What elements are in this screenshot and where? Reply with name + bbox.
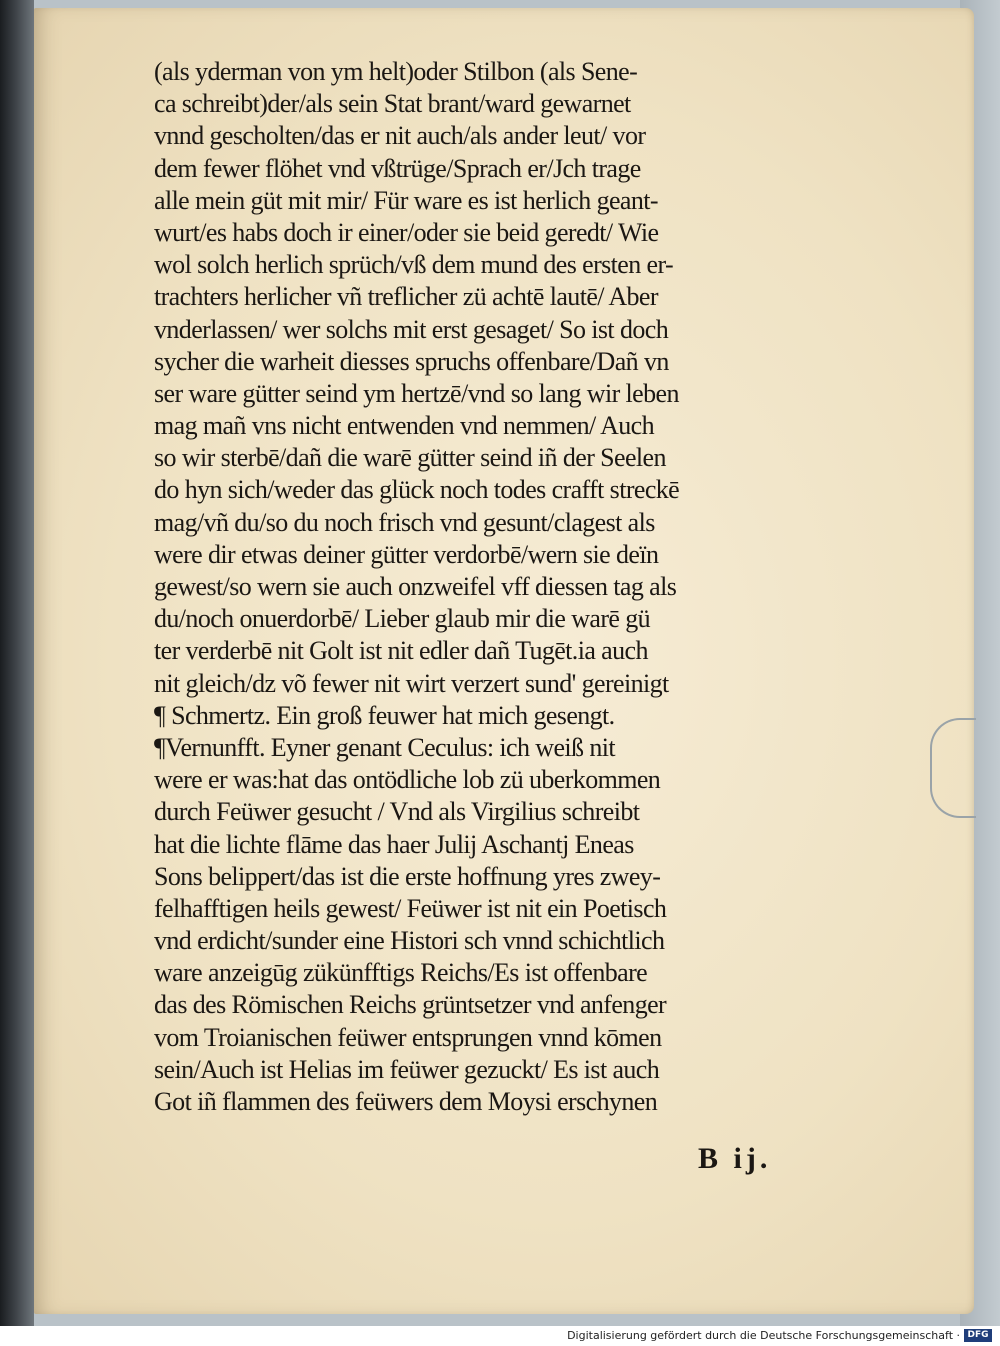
text-line: ware anzeigūg zükünfftigs Reichs/Es ist offenbare bbox=[154, 958, 648, 988]
text-line: sycher die warheit diesses spruchs offenbare/Dañ vn bbox=[154, 346, 669, 376]
text-line: du/noch onuerdorbē/ Lieber glaub mir die warē gü bbox=[154, 604, 651, 634]
text-line: mag mañ vns nicht entwenden vnd nemmen/ Auch bbox=[154, 411, 654, 441]
text-line: were dir etwas deiner gütter verdorbē/wern sie deïn bbox=[154, 539, 659, 569]
text-line: hat die lichte flāme das haer Julij Aschantj Eneas bbox=[154, 829, 634, 859]
text-line: so wir sterbē/dañ die warē gütter seind iñ der Seelen bbox=[154, 443, 666, 473]
text-line: das des Römischen Reichs grüntsetzer vnd anfenger bbox=[154, 990, 667, 1020]
signature-mark: B ij. bbox=[698, 1142, 772, 1175]
text-line: Got iñ flammen des feüwers dem Moysi erschynen bbox=[154, 1087, 658, 1116]
section-heading-vernunfft: ¶Vernunfft. Eyner genant Ceculus: ich weiß nit bbox=[154, 732, 615, 762]
book-cover-edge bbox=[0, 0, 34, 1326]
dfg-logo-icon: DFG bbox=[964, 1329, 992, 1342]
text-line: were er was:hat das ontödliche lob zü uberkommen bbox=[154, 765, 661, 795]
text-line: vnderlassen/ wer solchs mit erst gesaget/ So ist doch bbox=[154, 314, 669, 344]
text-line: do hyn sich/weder das glück noch todes crafft streckē bbox=[154, 475, 680, 505]
text-line: ter verderbē nit Golt ist nit edler dañ Tugēt.ia auch bbox=[154, 636, 648, 666]
text-line: gewest/so wern sie auch onzweifel vff diessen tag als bbox=[154, 572, 677, 601]
text-line: wurt/es habs doch ir einer/oder sie beid geredt/ Wie bbox=[154, 217, 659, 247]
footer-bar bbox=[0, 1326, 1000, 1346]
text-line: nit gleich/dz võ fewer nit wirt verzert sund' gereinigt bbox=[154, 668, 669, 698]
text-line: Sons belippert/das ist die erste hoffnung yres zwey- bbox=[154, 861, 661, 891]
text-line: wol solch herlich sprüch/vß dem mund des ersten er- bbox=[154, 250, 674, 280]
text-line: ser ware gütter seind ym hertzē/vnd so lang wir leben bbox=[154, 378, 679, 408]
page-holder-clip bbox=[930, 718, 976, 818]
text-line: felhafftigen heils gewest/ Feüwer ist nit ein Poetisch bbox=[154, 893, 667, 923]
text-line: vnnd gescholten/das er nit auch/als ander leut/ vor bbox=[154, 121, 646, 151]
text-line: vnd erdicht/sunder eine Histori sch vnnd schichtlich bbox=[154, 926, 665, 956]
text-line: dem fewer flöhet vnd vßtrüge/Sprach er/Jch trage bbox=[154, 153, 641, 183]
section-heading-schmertz: ¶ Schmertz. Ein groß feuwer hat mich gesengt. bbox=[154, 700, 615, 730]
page-text bbox=[154, 56, 824, 1118]
text-line: vom Troianischen feüwer entsprungen vnnd kōmen bbox=[154, 1022, 662, 1052]
funding-credit: Digitalisierung gefördert durch die Deutsche Forschungsgemeinschaft · bbox=[567, 1329, 960, 1342]
text-line: (als yderman von ym helt)oder Stilbon (als Sene- bbox=[154, 57, 638, 86]
text-line: mag/vñ du/so du noch frisch vnd gesunt/clagest als bbox=[154, 507, 655, 537]
text-line: durch Feüwer gesucht / Vnd als Virgilius schreibt bbox=[154, 797, 640, 827]
text-line: sein/Auch ist Helias im feüwer gezuckt/ Es ist auch bbox=[154, 1054, 660, 1084]
text-line: trachters herlicher vñ treflicher zü achtē lautē/ Aber bbox=[154, 282, 658, 312]
text-line: alle mein güt mit mir/ Für ware es ist herlich geant- bbox=[154, 185, 658, 215]
text-line: ca schreibt)der/als sein Stat brant/ward gewarnet bbox=[154, 89, 631, 119]
